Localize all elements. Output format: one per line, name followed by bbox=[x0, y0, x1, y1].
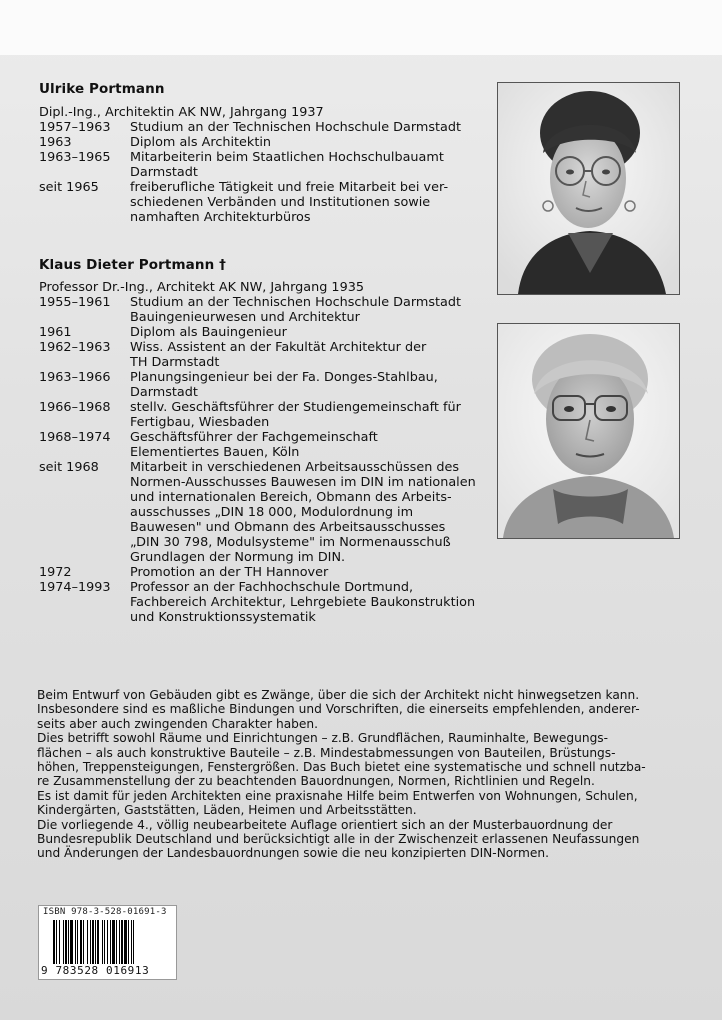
barcode-bar bbox=[128, 920, 129, 964]
bio-entry-line: und internationalen Bereich, Obmann des Arbeits- bbox=[130, 490, 452, 505]
description-paragraph bbox=[37, 731, 682, 817]
barcode-bar bbox=[107, 920, 108, 964]
description-paragraph bbox=[37, 688, 682, 731]
bio-entry-line: Grundlagen der Normung im DIN. bbox=[130, 550, 346, 565]
description-line: und Änderungen der Landesbauordnungen sowie die neu konzipierten DIN-Normen. bbox=[37, 846, 550, 861]
bio-entry-years: 1966–1968 bbox=[39, 400, 111, 415]
barcode-bar bbox=[68, 920, 69, 964]
bio-entry bbox=[39, 340, 494, 370]
barcode-bar bbox=[87, 920, 88, 964]
bio-entry-line: ausschusses „DIN 18 000, Modulordnung im bbox=[130, 505, 414, 520]
barcode-bar bbox=[116, 920, 117, 964]
description-line: seits aber auch zwingenden Charakter haben. bbox=[37, 716, 319, 731]
description-line: Bundesrepublik Deutschland und berücksichtigt alle in der Zwischenzeit erlassenen Neufassungen bbox=[37, 832, 640, 847]
bio-entry bbox=[39, 135, 489, 150]
bio-entry-text bbox=[130, 565, 494, 580]
bio-entry-line: stellv. Geschäftsführer der Studiengemeinschaft für bbox=[130, 400, 461, 415]
bio-entry bbox=[39, 430, 494, 460]
barcode-bar bbox=[124, 920, 127, 964]
portrait-man-image bbox=[498, 324, 679, 538]
bio-entry bbox=[39, 325, 494, 340]
bio-entry-line: namhaften Architekturbüros bbox=[130, 210, 311, 225]
person2-intro: Professor Dr.-Ing., Architekt AK NW, Jahrgang 1935 bbox=[39, 280, 365, 295]
bio-entry-line: „DIN 30 798, Modulsysteme" im Normenausschuß bbox=[130, 535, 451, 550]
bio-entry-line: Mitarbeiterin beim Staatlichen Hochschulbauamt bbox=[130, 150, 444, 165]
barcode-bar bbox=[65, 920, 67, 964]
barcode-bar bbox=[63, 920, 64, 964]
bio-entry-years: 1972 bbox=[39, 565, 72, 580]
bio-entry-text bbox=[130, 370, 494, 400]
bio-entry-line: Geschäftsführer der Fachgemeinschaft bbox=[130, 430, 378, 445]
bio-entry-text bbox=[130, 400, 494, 430]
bio-entry-years: seit 1965 bbox=[39, 180, 99, 195]
barcode-bar bbox=[56, 920, 57, 964]
bio-entry-line: Diplom als Architektin bbox=[130, 135, 272, 150]
bio-entry-years: 1961 bbox=[39, 325, 72, 340]
bio-entry-line: Fertigbau, Wiesbaden bbox=[130, 415, 270, 430]
bio-entry-line: und Konstruktionssystematik bbox=[130, 610, 316, 625]
person2-name: Klaus Dieter Portmann † bbox=[39, 257, 226, 273]
bio-entry-line: Studium an der Technischen Hochschule Darmstadt bbox=[130, 295, 461, 310]
portrait-photo-klaus bbox=[497, 323, 680, 539]
barcode-bar bbox=[80, 920, 82, 964]
bio-entry-line: Normen-Ausschusses Bauwesen im DIN im nationalen bbox=[130, 475, 476, 490]
barcode-bar bbox=[59, 920, 60, 964]
bio-entry-line: TH Darmstadt bbox=[130, 355, 220, 370]
bio-entry-line: Darmstadt bbox=[130, 385, 198, 400]
bio-entry-text bbox=[130, 180, 489, 225]
description-line: höhen, Treppensteigungen, Fenstergrößen. Das Buch bietet eine systematische und schnell nutzba- bbox=[37, 760, 646, 775]
barcode-bar bbox=[112, 920, 115, 964]
bio-entry-years: 1974–1993 bbox=[39, 580, 111, 595]
barcode-digits: 9 783528 016913 bbox=[41, 964, 150, 977]
bio-entry-years: seit 1968 bbox=[39, 460, 99, 475]
bio-entry-line: Diplom als Bauingenieur bbox=[130, 325, 287, 340]
bio-entry-years: 1963 bbox=[39, 135, 72, 150]
bio-entry-text bbox=[130, 325, 494, 340]
barcode-bar bbox=[133, 920, 134, 964]
barcode-bar bbox=[119, 920, 120, 964]
bio-entry-text bbox=[130, 460, 494, 565]
barcode-bar bbox=[97, 920, 99, 964]
bio-entry-text bbox=[130, 430, 494, 460]
barcode-bar bbox=[77, 920, 78, 964]
person1-intro: Dipl.-Ing., Architektin AK NW, Jahrgang 1937 bbox=[39, 105, 324, 120]
bio-entry-line: Wiss. Assistent an der Fakultät Architektur der bbox=[130, 340, 427, 355]
bio-entry-years: 1957–1963 bbox=[39, 120, 111, 135]
description-paragraph bbox=[37, 818, 682, 861]
barcode-bar bbox=[75, 920, 76, 964]
description-line: Beim Entwurf von Gebäuden gibt es Zwänge, über die sich der Architekt nicht hinwegsetzen kann. bbox=[37, 688, 640, 702]
barcode-bar bbox=[102, 920, 103, 964]
person2-bio bbox=[39, 280, 494, 625]
description-line: Die vorliegende 4., völlig neubearbeitete Auflage orientiert sich an der Musterbauordnung der bbox=[37, 817, 613, 832]
person1-bio bbox=[39, 105, 489, 225]
description-line: re Zusammenstellung der zu beachtenden Bauordnungen, Normen, Richtlinien und Regeln. bbox=[37, 774, 595, 789]
bio-entry-line: Professor an der Fachhochschule Dortmund, bbox=[130, 580, 414, 595]
bio-entry-line: Mitarbeit in verschiedenen Arbeitsausschüssen des bbox=[130, 460, 460, 475]
description-line: flächen – als auch konstruktive Bauteile – z.B. Mindestabmessungen von Bauteilen, Brüstungs- bbox=[37, 745, 616, 760]
bio-entry bbox=[39, 120, 489, 135]
bio-entry-line: Fachbereich Architektur, Lehrgebiete Baukonstruktion bbox=[130, 595, 476, 610]
portrait-photo-ulrike bbox=[497, 82, 680, 295]
portrait-woman-image bbox=[498, 83, 679, 294]
bio-entry-text bbox=[130, 135, 489, 150]
bio-entry bbox=[39, 580, 494, 625]
bio-entry-years: 1963–1965 bbox=[39, 150, 111, 165]
bio-entry bbox=[39, 400, 494, 430]
barcode-bars bbox=[53, 920, 165, 964]
bio-entry-years: 1955–1961 bbox=[39, 295, 111, 310]
back-cover-description bbox=[37, 688, 682, 861]
barcode-bar bbox=[110, 920, 111, 964]
barcode-bar bbox=[104, 920, 105, 964]
bio-entry-line: schiedenen Verbänden und Institutionen sowie bbox=[130, 195, 431, 210]
bio-entry-text bbox=[130, 295, 494, 325]
barcode-bar bbox=[95, 920, 96, 964]
isbn-label: ISBN 978-3-528-01691-3 bbox=[43, 907, 167, 917]
bio-entry bbox=[39, 180, 489, 225]
bio-entry-line: Bauwesen" und Obmann des Arbeitsausschusses bbox=[130, 520, 446, 535]
description-line: Es ist damit für jeden Architekten eine praxisnahe Hilfe beim Entwerfen von Wohnungen, Schulen, bbox=[37, 788, 638, 803]
bio-entry-text bbox=[130, 580, 494, 625]
description-line: Dies betrifft sowohl Räume und Einrichtungen – z.B. Grundflächen, Rauminhalte, Bewegungs- bbox=[37, 731, 609, 746]
description-line: Insbesondere sind es maßliche Bindungen und Vorschriften, die einerseits empfehlenden, anderer- bbox=[37, 702, 640, 717]
bio-entry bbox=[39, 565, 494, 580]
description-line: Kindergärten, Gaststätten, Läden, Heimen und Arbeitsstätten. bbox=[37, 803, 417, 818]
bio-entry-line: Promotion an der TH Hannover bbox=[130, 565, 329, 580]
bio-entry bbox=[39, 460, 494, 565]
barcode-bar bbox=[121, 920, 123, 964]
barcode-bar bbox=[90, 920, 91, 964]
bio-entry-text bbox=[130, 120, 489, 135]
bio-entry-line: Studium an der Technischen Hochschule Darmstadt bbox=[130, 120, 461, 135]
bio-entry-line: freiberufliche Tätigkeit und freie Mitarbeit bei ver- bbox=[130, 180, 449, 195]
bio-entry-line: Bauingenieurwesen und Architektur bbox=[130, 310, 360, 325]
barcode-bar bbox=[92, 920, 94, 964]
bio-entry bbox=[39, 295, 494, 325]
top-margin bbox=[0, 0, 722, 55]
bio-entry-line: Elementiertes Bauen, Köln bbox=[130, 445, 300, 460]
barcode-bar bbox=[70, 920, 73, 964]
bio-entry bbox=[39, 150, 489, 180]
bio-entry-line: Planungsingenieur bei der Fa. Donges-Stahlbau, bbox=[130, 370, 438, 385]
person1-name: Ulrike Portmann bbox=[39, 81, 165, 97]
barcode-bar bbox=[131, 920, 132, 964]
bio-entry-years: 1968–1974 bbox=[39, 430, 111, 445]
bio-entry bbox=[39, 370, 494, 400]
barcode-bar bbox=[83, 920, 84, 964]
bio-entry-line: Darmstadt bbox=[130, 165, 198, 180]
bio-entry-text bbox=[130, 340, 494, 370]
bio-entry-text bbox=[130, 150, 489, 180]
bio-entry-years: 1962–1963 bbox=[39, 340, 111, 355]
bio-entry-years: 1963–1966 bbox=[39, 370, 111, 385]
barcode-bar bbox=[53, 920, 55, 964]
isbn-barcode bbox=[38, 905, 177, 980]
